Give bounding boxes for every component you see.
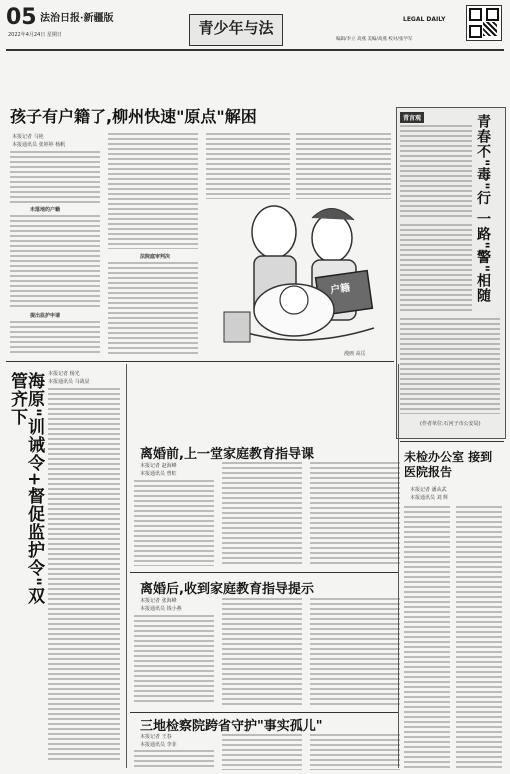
masthead-rule xyxy=(6,49,504,51)
sidebar-text-b xyxy=(400,224,472,314)
right-lower-byline-1: 本报记者 潘从武 xyxy=(410,487,447,493)
lead-headline: 孩子有户籍了,柳州快速"原点"解困 xyxy=(10,107,257,126)
family-1-text-col-3 xyxy=(310,462,400,566)
vertical-divider-right xyxy=(398,364,399,768)
sidebar-text-c xyxy=(400,318,500,414)
family-2-text-col-2 xyxy=(222,598,302,705)
brand-logo: LEGAL DAILY xyxy=(403,16,446,23)
family-1-text-col-1 xyxy=(134,480,214,566)
right-lower-headline-line-1: 未检办公室 接到医院报告 xyxy=(404,450,493,479)
illustration-family xyxy=(214,192,392,350)
left-vertical-byline-2: 本报通讯员 马战显 xyxy=(48,379,90,385)
left-vertical-headline: 海原"训诫令+督促监护令"双管齐下 xyxy=(7,372,44,605)
sidebar-vertical-title: 青春不"毒"行 一路"警"相随 xyxy=(475,114,491,304)
protection-byline-1: 本报记者 王春 xyxy=(140,734,172,740)
vertical-divider-left xyxy=(126,364,127,768)
protection-text-col-2 xyxy=(222,734,302,770)
family-2-text-col-1 xyxy=(134,615,214,705)
date-line: 2022年4月24日 星期日 xyxy=(8,32,62,38)
sidebar-text-a xyxy=(400,125,472,219)
lead-text-col-3 xyxy=(206,133,290,199)
lead-text-col-1c xyxy=(10,321,100,355)
family-2-text-col-3 xyxy=(310,598,400,705)
lead-byline-2: 本报通讯员 张婷婷 杨帆 xyxy=(12,142,66,148)
illustration-sign: 户籍 xyxy=(329,282,351,297)
family-1-text-col-2 xyxy=(222,462,302,566)
right-lower-text-col-2 xyxy=(456,506,502,768)
right-lower-byline-2: 本报通讯员 刘 辉 xyxy=(410,495,449,501)
right-lower-text-col-1 xyxy=(404,506,450,768)
lead-text-col-2a xyxy=(108,133,198,249)
lead-text-col-1a xyxy=(10,151,100,203)
family-1-byline-1: 本报记者 赵海峰 xyxy=(140,463,177,469)
family-2-headline: 离婚后,收到家庭教育指导提示 xyxy=(140,582,314,597)
mid-rule xyxy=(6,361,394,362)
family-2-byline-1: 本报记者 张海峰 xyxy=(140,598,177,604)
column-label: 青言观 xyxy=(400,112,424,123)
page-number: 05 xyxy=(6,5,37,30)
lead-text-col-2b xyxy=(108,262,198,355)
lead-text-col-1b xyxy=(10,215,100,310)
left-vertical-byline-1: 本报记者 杨光 xyxy=(48,371,80,377)
right-lower-rule xyxy=(400,441,504,442)
lead-subhead-3: 法院庭审判决 xyxy=(140,254,171,260)
protection-text-col-3 xyxy=(310,734,400,770)
lead-subhead-2: 提出监护申请 xyxy=(30,313,61,319)
family-1-headline: 离婚前,上一堂家庭教育指导课 xyxy=(140,447,314,462)
lead-byline-1: 本报记者 马艳 xyxy=(12,134,44,140)
sidebar-footer: (作者单位:石河子市公安局) xyxy=(420,421,481,427)
protection-byline-2: 本报通讯员 李菲 xyxy=(140,742,177,748)
family-1-byline-2: 本报通讯员 曾虹 xyxy=(140,471,177,477)
family-rule xyxy=(130,572,398,573)
family-2-byline-2: 本报通讯员 钱小燕 xyxy=(140,606,182,612)
protection-text-col-1 xyxy=(134,750,214,770)
left-vertical-text xyxy=(48,388,120,760)
lead-subhead-1: 未落地的户籍 xyxy=(30,207,61,213)
protection-rule xyxy=(130,712,398,713)
paper-name: 法治日报·新疆版 xyxy=(40,13,114,24)
lead-text-col-4 xyxy=(296,133,391,199)
protection-headline: 三地检察院跨省守护"事实孤儿" xyxy=(140,719,323,734)
illustration-caption: 漫画 高岳 xyxy=(344,351,366,357)
section-title: 青少年与法 xyxy=(198,19,274,37)
editor-line: 编辑/李立 高燕 美编/高燕 校对/张学军 xyxy=(336,37,413,42)
qr-code xyxy=(466,5,502,41)
